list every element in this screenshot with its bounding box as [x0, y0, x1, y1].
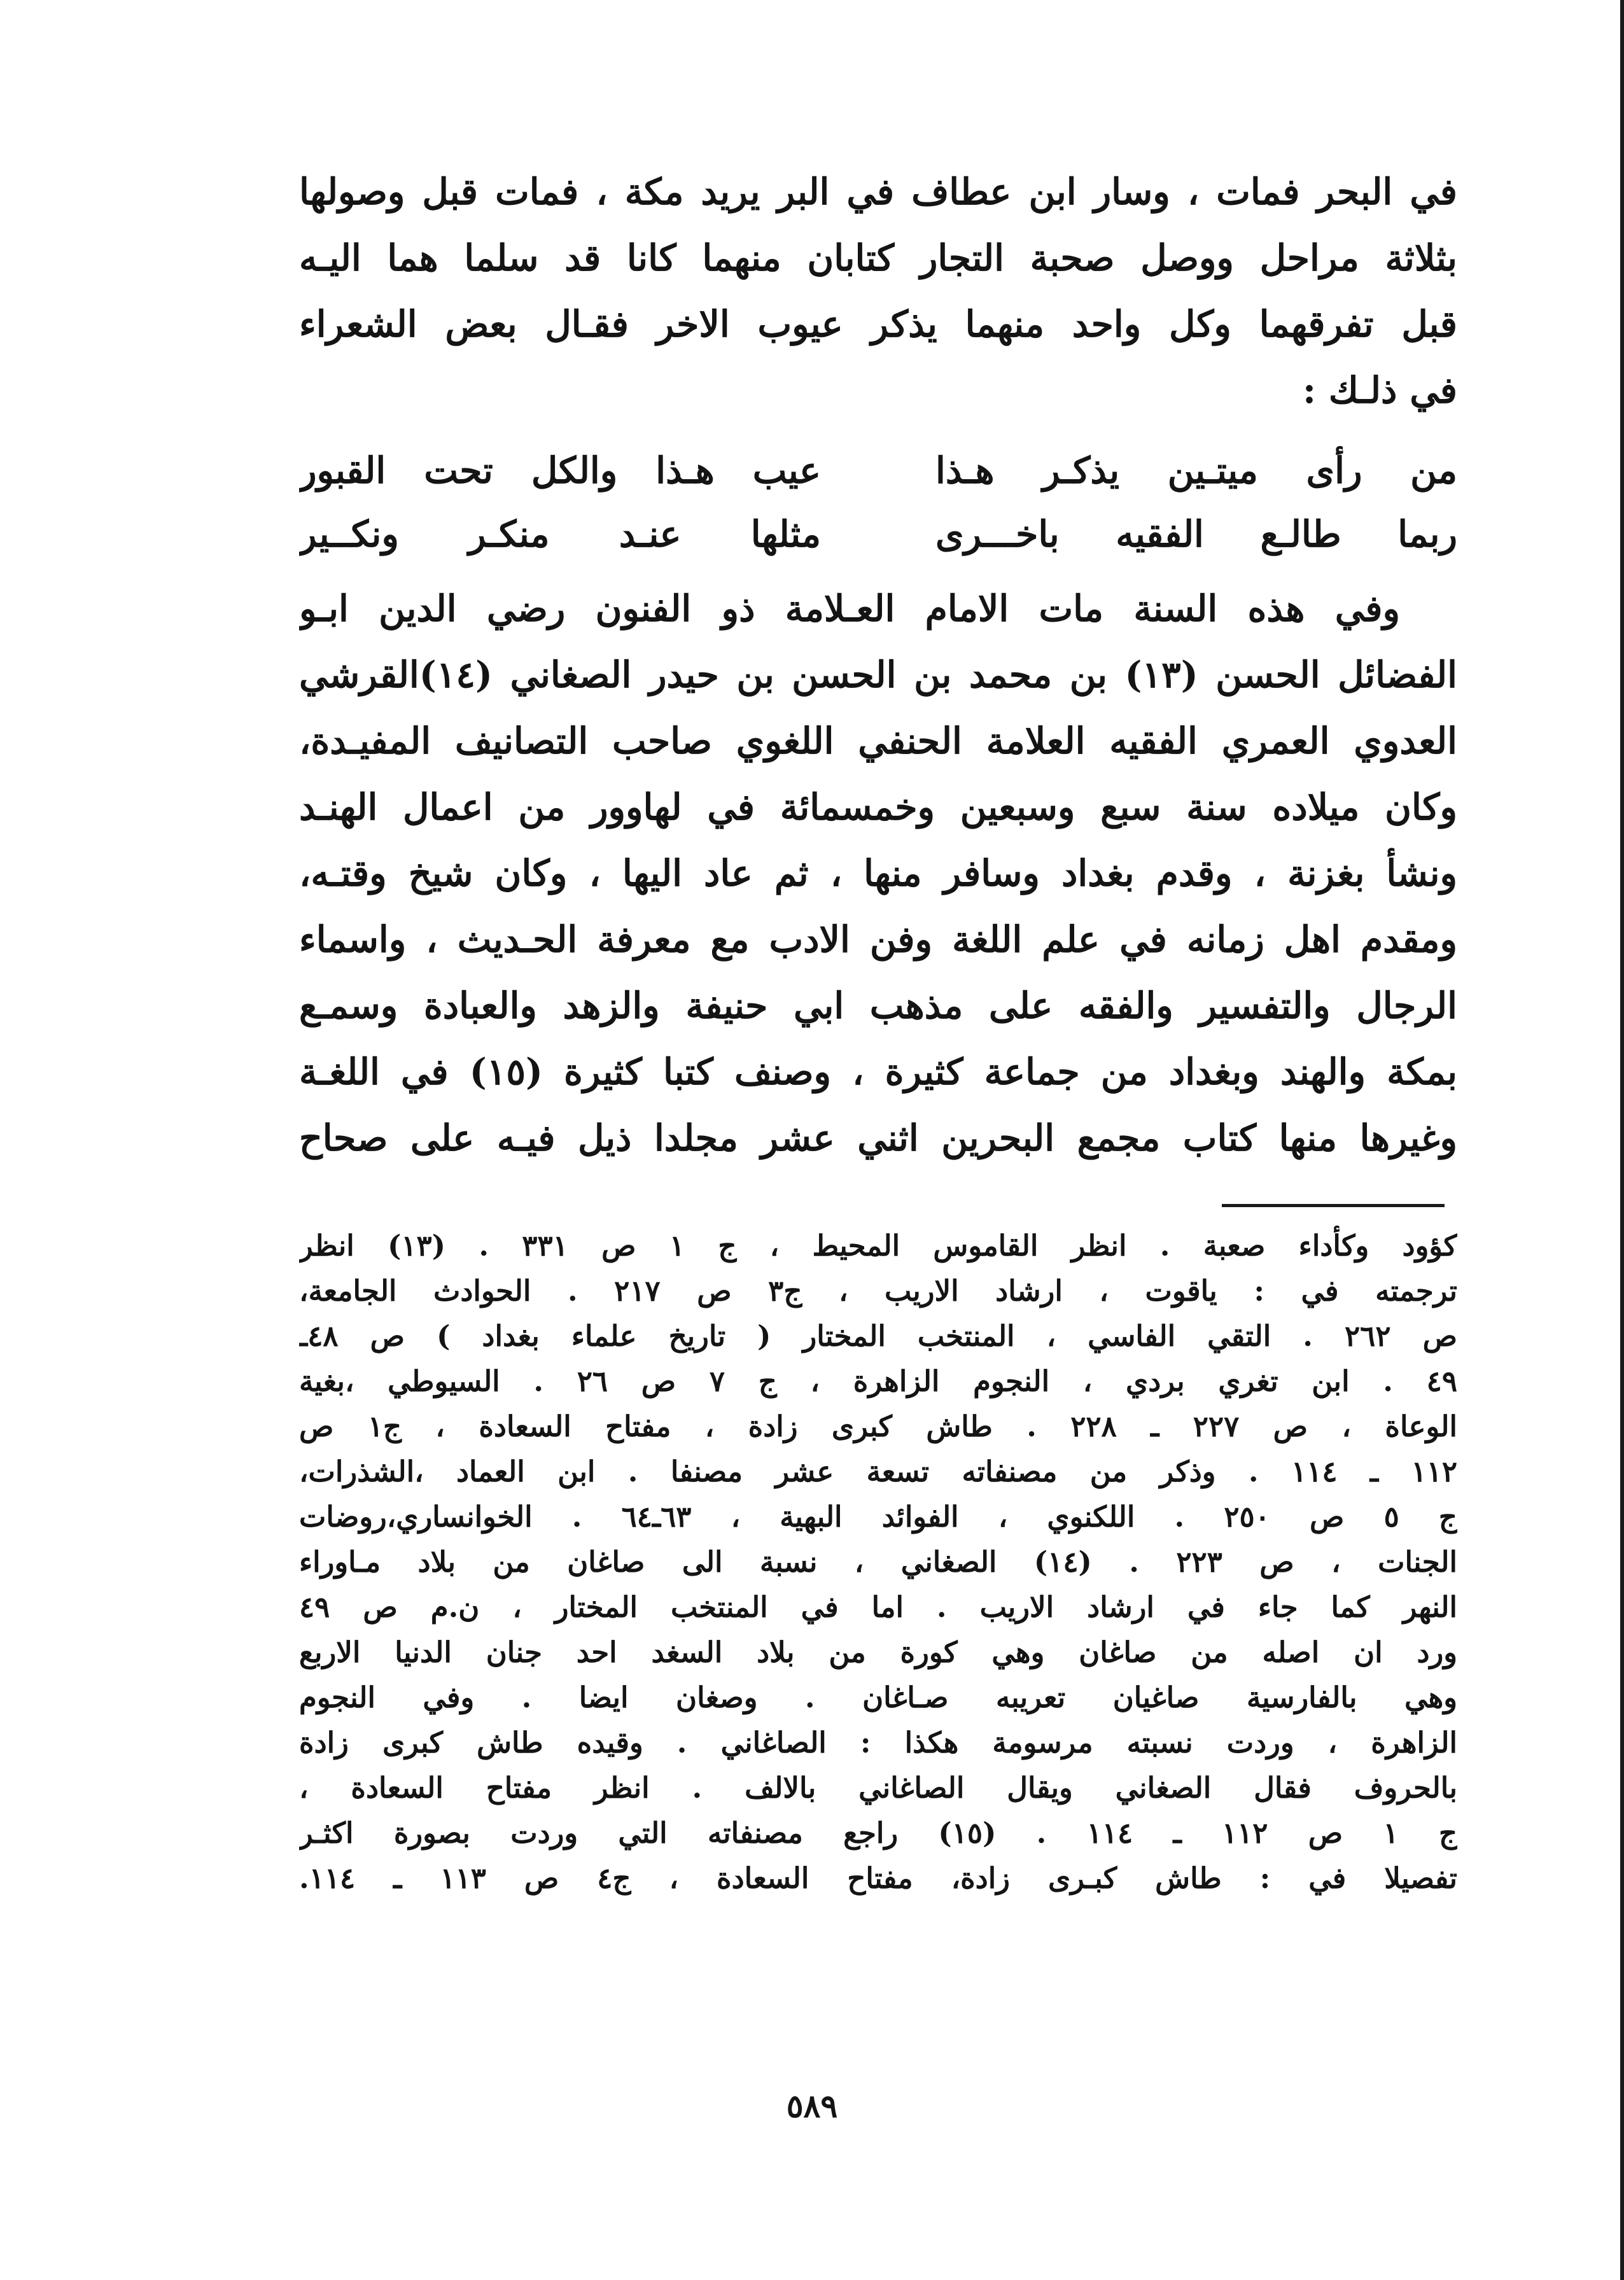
verse-second-hemistich: عيب هـذا والكل تحت القبور	[299, 449, 821, 492]
footnote-line: الوعاة ، ص ٢٢٧ ـ ٢٢٨ . طاش كبرى زادة ، مفتاح السعادة ، ج١ ص	[299, 1409, 1457, 1443]
body-line: الرجال والتفسير والفقه على مذهب ابي حنيفة والزهد والعبادة وسمـع	[299, 984, 1457, 1027]
scan-edge-border	[1620, 0, 1624, 2280]
verse-first-hemistich: ربما طالـع الفقيه باخـــرى	[935, 513, 1457, 556]
footnote-line: وهي بالفارسية صاغيان تعريبه صـاغان . وصغان ايضا . وفي النجوم	[299, 1681, 1457, 1714]
verse-second-hemistich: مثلها عنـد منكـر ونكــير	[299, 513, 821, 556]
body-line: الفضائل الحسن (١٣) بن محمد بن الحسن بن حيدر الصغاني (١٤)القرشي	[299, 654, 1457, 696]
body-line: وكان ميلاده سنة سبع وسبعين وخمسمائة في لهاوور من اعمال الهنـد	[299, 786, 1457, 829]
footnote-line: تفصيلا في : طاش كبـرى زادة، مفتاح السعادة ، ج٤ ص ١١٣ ـ ١١٤.	[299, 1861, 1457, 1895]
body-line: وفي هذه السنة مات الامام العـلامة ذو الفنون رضي الدين ابـو	[299, 587, 1400, 630]
body-line: بمكة والهند وبغداد من جماعة كثيرة ، وصنف كتبا كثيرة (١٥) في اللغـة	[299, 1051, 1457, 1093]
footnote-line: ص ٢٦٢ . التقي الفاسي ، المنتخب المختار ( تاريخ علماء بغداد ) ص ٤٨ـ	[299, 1319, 1457, 1353]
main-paragraph	[299, 576, 1457, 1171]
footnote-line: الزاهرة ، وردت نسبته مرسومة هكذا : الصاغاني . وقيده طاش كبرى زادة	[299, 1726, 1457, 1759]
body-line: قبل تفرقهما وكل واحد منهما يذكر عيوب الاخر فقـال بعض الشعراء	[299, 303, 1457, 346]
verse-first-hemistich: من رأى ميتـين يذكـر هـذا	[935, 449, 1457, 492]
body-line: بثلاثة مراحل ووصل صحبة التجار كتابان منهما كانا قد سلما هما اليـه	[299, 237, 1457, 279]
body-line: العدوي العمري الفقيه العلامة الحنفي اللغوي صاحب التصانيف المفيـدة،	[299, 720, 1457, 762]
footnote-line: الجنات ، ص ٢٢٣ . (١٤) الصغاني ، نسبة الى صاغان من بلاد مـاوراء	[299, 1545, 1457, 1579]
footnote-line: ١١٢ ـ ١١٤ . وذكر من مصنفاته تسعة عشر مصنفا . ابن العماد ،الشذرات،	[299, 1455, 1457, 1488]
footnote-line: ٤٩ . ابن تغري بردي ، النجوم الزاهرة ، ج ٧ ص ٢٦ . السيوطي ،بغية	[299, 1364, 1457, 1398]
intro-paragraph	[299, 159, 1457, 424]
body-line: ونشأ بغزنة ، وقدم بغداد وسافر منها ، ثم عاد اليها ، وكان شيخ وقتـه،	[299, 852, 1457, 895]
footnote-line: ترجمته في : ياقوت ، ارشاد الاريب ، ج٣ ص ٢١٧ . الحوادث الجامعة،	[299, 1274, 1457, 1308]
footnote-line: كؤود وكأداء صعبة . انظر القاموس المحيط ، ج ١ ص ٣٣١ . (١٣) انظر	[299, 1229, 1457, 1262]
footnote-line: النهر كما جاء في ارشاد الاريب . اما في المنتخب المختار ، ن.م ص ٤٩	[299, 1590, 1457, 1624]
page-number: ٥٨٩	[786, 2087, 838, 2125]
poem-block	[299, 439, 1457, 566]
body-line: ومقدم اهل زمانه في علم اللغة وفن الادب مع معرفة الحـديث ، واسماء	[299, 918, 1457, 961]
footnotes	[299, 1223, 1457, 1901]
footnote-line: ج ٥ ص ٢٥٠ . اللكنوي ، الفوائد البهية ، ٦٣ـ٦٤ . الخوانساري،روضات	[299, 1500, 1457, 1534]
verse	[299, 503, 1457, 566]
verse	[299, 439, 1457, 503]
body-line: في البحر فمات ، وسار ابن عطاف في البر يريد مكة ، فمات قبل وصولها	[299, 171, 1457, 213]
footnote-line: بالحروف فقال الصغاني ويقال الصاغاني بالالف . انظر مفتاح السعادة ،	[299, 1771, 1457, 1805]
body-line: وغيرها منها كتاب مجمع البحرين اثني عشر مجلدا ذيل فيـه على صحاح	[299, 1117, 1457, 1159]
footnote-line: ج ١ ص ١١٢ ـ ١١٤ . (١٥) راجع مصنفاته التي وردت بصورة اكثـر	[299, 1816, 1457, 1850]
footnote-line: ورد ان اصله من صاغان وهي كورة من بلاد السغد احد جنان الدنيا الاربع	[299, 1635, 1457, 1669]
body-line: في ذلـك :	[1303, 369, 1457, 412]
footnote-separator	[1222, 1204, 1445, 1207]
